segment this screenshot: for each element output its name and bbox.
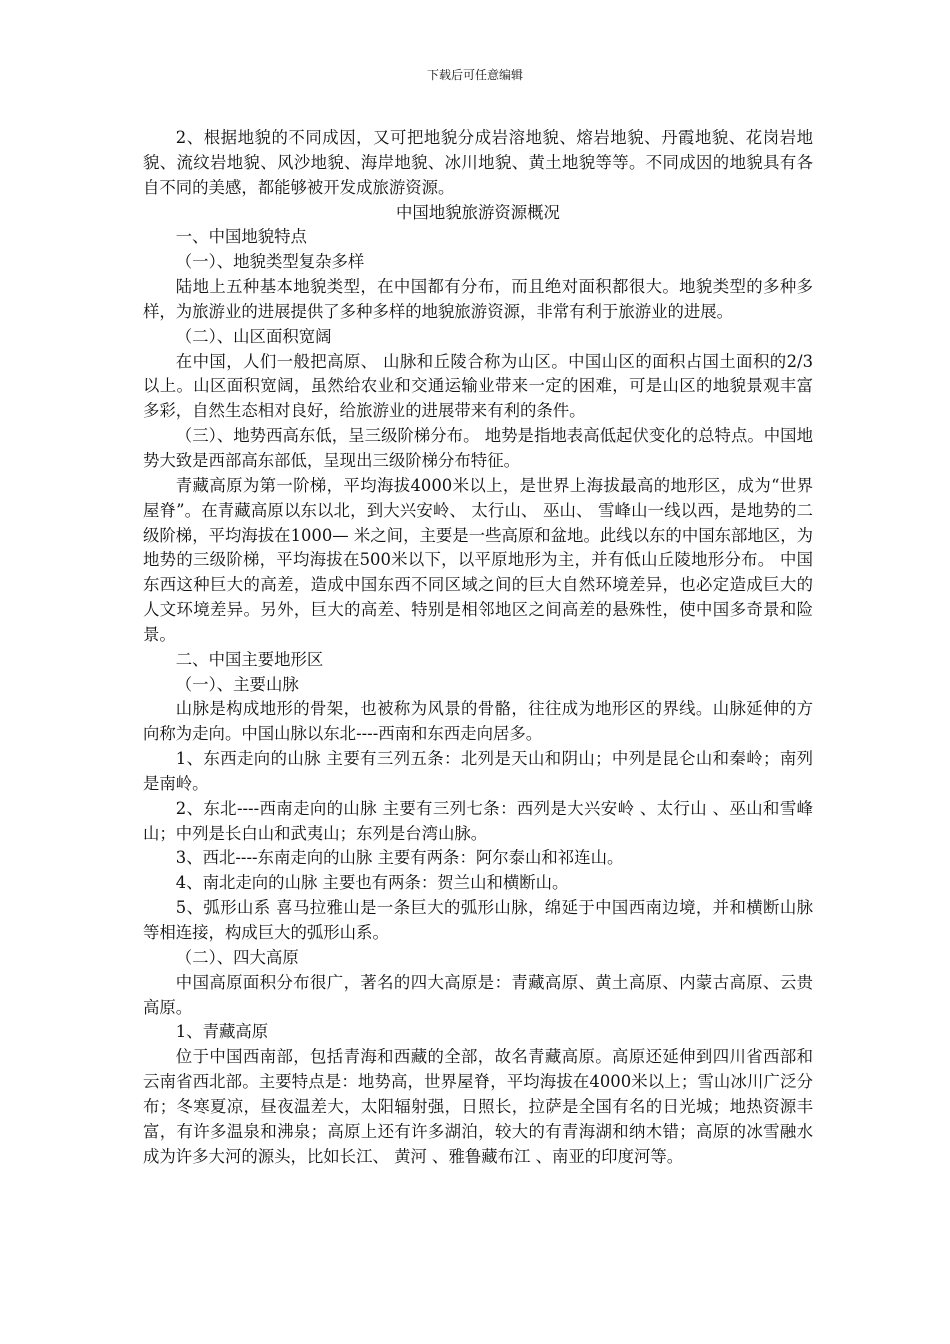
subheading-2-1: （一）、主要山脉 (175, 674, 299, 694)
subheading-1-1: （一）、地貌类型复杂多样 (175, 252, 365, 272)
subheading-1-3: （三）、地势西高东低，呈三级阶梯分布。 地势是指地表高低起伏变化的总特点。中国地势大致是西部高东部低，呈现出三级阶梯分布特征。 (143, 426, 813, 470)
section-title: 中国地貌旅游资源概况 (396, 202, 560, 222)
subheading-1-2: （二）、山区面积宽阔 (175, 326, 332, 346)
paragraph: 位于中国西南部，包括青海和西藏的全部，故名青藏高原。高原还延伸到四川省西部和云南省西北部。主要特点是：地势高，世界屋脊，平均海拔在4000米以上；雪山冰川广泛分布；冬寒夏凉，昼夜温差大，太阳辐射强，日照长，拉萨是全国有名的日光城；地热资源丰富，有许多温泉和沸泉；高原上还有许多湖泊，较大的有青海湖和纳木错；高原的冰雪融水成为许多大河的源头，比如长江、 黄河 、雅鲁藏布江 、南亚的印度河等。 (143, 1047, 813, 1166)
subheading-2-2: （二）、四大高原 (175, 947, 299, 967)
list-item: 4、南北走向的山脉 主要也有两条：贺兰山和横断山。 (175, 873, 569, 893)
paragraph: 中国高原面积分布很广，著名的四大高原是：青藏高原、黄土高原、内蒙古高原、云贵高原。 (143, 972, 813, 1017)
list-item: 1、东西走向的山脉 主要有三列五条：北列是天山和阴山；中列是昆仑山和秦岭；南列是南岭。 (143, 749, 813, 793)
heading-2: 二、中国主要地形区 (175, 649, 324, 669)
subheading-plateau-1: 1、青藏高原 (175, 1022, 269, 1042)
list-item: 2、东北----西南走向的山脉 主要有三列七条：西列是大兴安岭 、太行山 、巫山和雪峰山；中列是长白山和武夷山；东列是台湾山脉。 (143, 798, 813, 843)
paragraph: 陆地上五种基本地貌类型，在中国都有分布，而且绝对面积都很大。地貌类型的多种多样，为旅游业的进展提供了多种多样的地貌旅游资源，非常有利于旅游业的进展。 (143, 277, 813, 321)
paragraph: 山脉是构成地形的骨架，也被称为风景的骨骼，往往成为地形区的界线。山脉延伸的方向称为走向。中国山脉以东北----西南和东西走向居多。 (143, 699, 813, 744)
list-item: 5、弧形山系 喜马拉雅山是一条巨大的弧形山脉，绵延于中国西南边境，并和横断山脉等相连接，构成巨大的弧形山系。 (143, 898, 813, 942)
paragraph: 在中国，人们一般把高原、 山脉和丘陵合称为山区。中国山区的面积占国土面积的2/3以上。山区面积宽阔，虽然给农业和交通运输业带来一定的困难，可是山区的地貌景观丰富多彩，自然生态相对良好，给旅游业的进展带来有利的条件。 (143, 351, 813, 421)
paragraph-landform-causes: 2、根据地貌的不同成因，又可把地貌分成岩溶地貌、熔岩地貌、丹霞地貌、花岗岩地貌、流纹岩地貌、风沙地貌、海岸地貌、冰川地貌、黄土地貌等等。不同成因的地貌具有各自不同的美感，都能够被开发成旅游资源。 (143, 128, 813, 197)
list-item: 3、西北----东南走向的山脉 主要有两条：阿尔泰山和祁连山。 (175, 848, 624, 868)
paragraph: 青藏高原为第一阶梯，平均海拔4000米以上，是世界上海拔最高的地形区，成为“世界屋脊”。在青藏高原以东以北，到大兴安岭、 太行山、 巫山、 雪峰山一线以西，是地势的二级阶梯，平均海拔在1000— 米之间，主要是一些高原和盆地。此线以东的中国东部地区，为地势的三级阶梯，平均海拔在500米以下，以平原地形为主，并有低山丘陵地形分布。 中国东西这种巨大的高差，造成中国东西不同区域之间的巨大自然环境差异，也必定造成巨大的人文环境差异。另外，巨大的高差、特别是相邻地区之间高差的悬殊性，使中国多奇景和险景。 (143, 475, 813, 644)
page-header: 下载后可任意编辑 (426, 68, 523, 82)
heading-1: 一、中国地貌特点 (175, 227, 307, 247)
document-body (143, 126, 813, 1169)
